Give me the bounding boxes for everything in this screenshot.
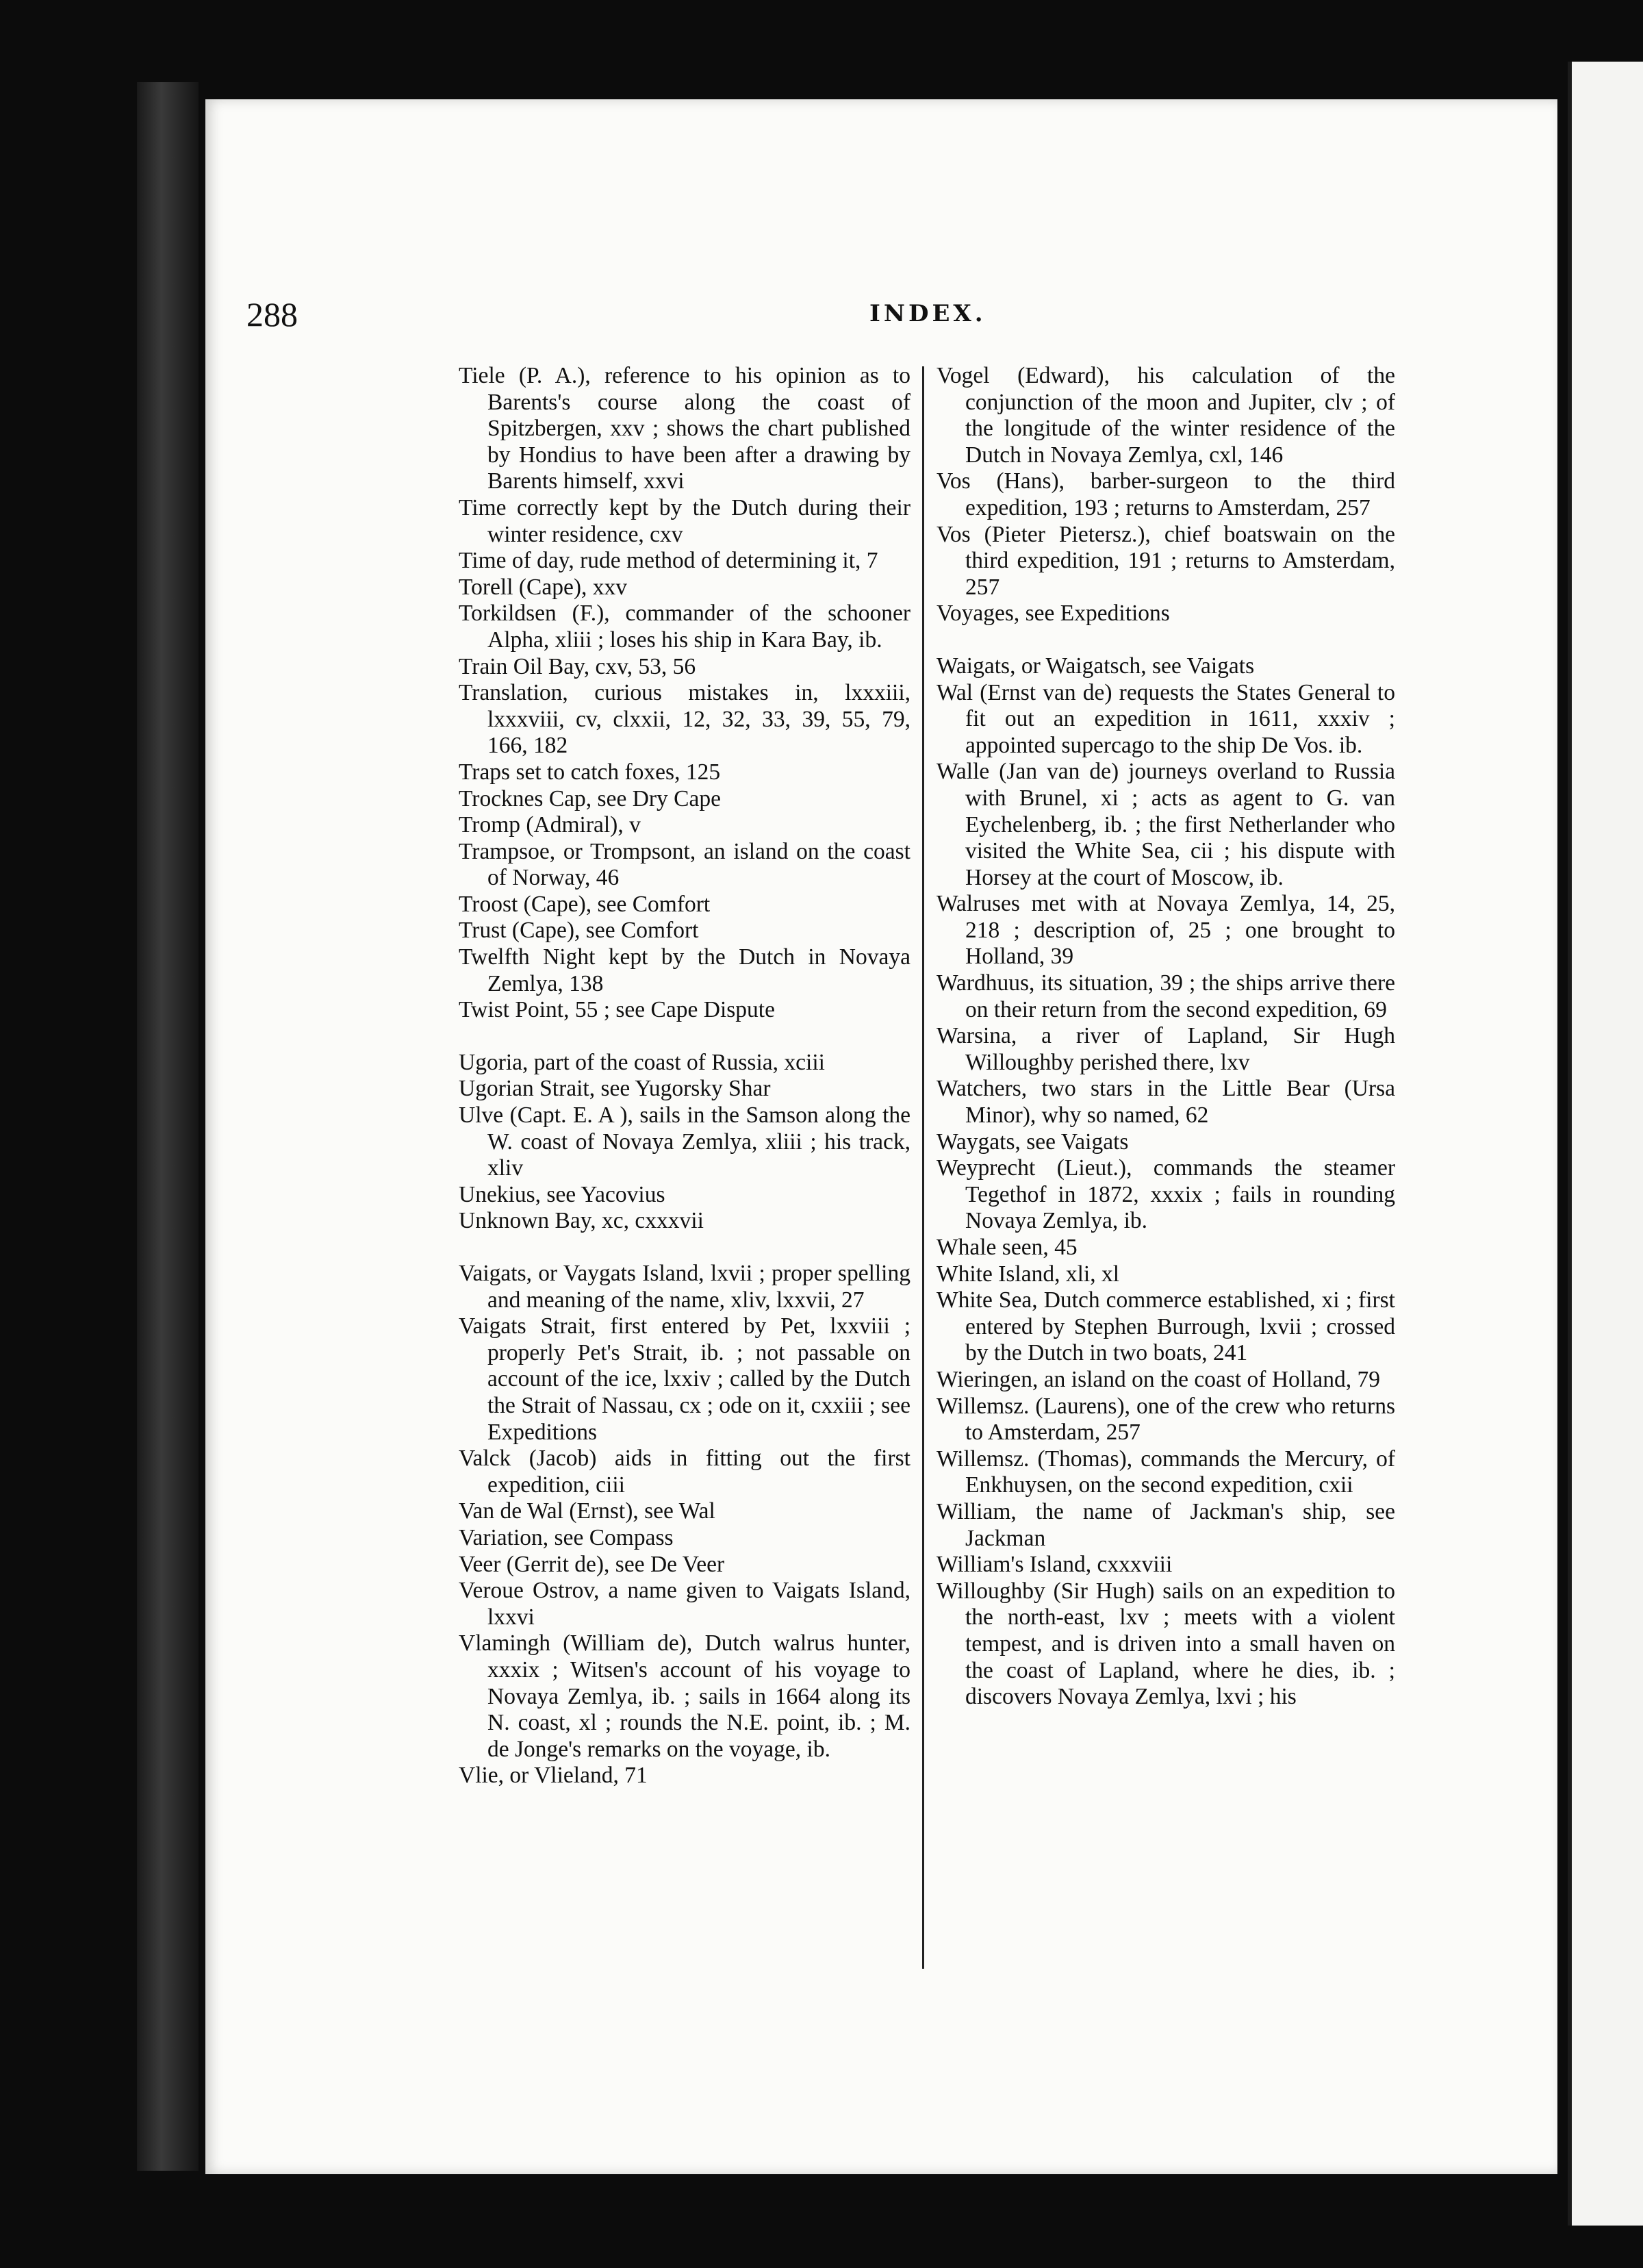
index-entry: Voyages, see Expeditions [937,601,1170,627]
index-entry: Vogel (Edward), his calculation of the conjunction of the moon and Jupiter, clv ; of the longitude of the winter residence of the Dutch in Novaya Zemlya, cxl, 146 [937,363,1395,468]
index-entry: Twelfth Night kept by the Dutch in Novaya Zemlya, 138 [459,944,910,996]
facing-page-edge [1568,62,1643,2226]
index-entry: Vos (Pieter Pietersz.), chief boatswain on the third expedition, 191 ; returns to Amsterdam, 257 [937,521,1395,600]
index-entry: Vlie, or Vlieland, 71 [459,1763,648,1789]
index-entry: Van de Wal (Ernst), see Wal [459,1498,715,1524]
index-entry: Torell (Cape), xxv [459,574,628,600]
index-entry: Valck (Jacob) aids in fitting out the first expedition, ciii [459,1446,910,1498]
index-column-left [459,363,910,1789]
index-entry: Time correctly kept by the Dutch during their winter residence, cxv [459,494,910,547]
section-gap [937,627,1395,653]
index-entry: Vaigats, or Vaygats Island, lxvii ; proper spelling and meaning of the name, xliv, lxxvii, 27 [459,1261,910,1313]
index-entry: Warsina, a river of Lapland, Sir Hugh Willoughby perished there, lxv [937,1023,1395,1075]
index-entry: Willemsz. (Thomas), commands the Mercury, of Enkhuysen, on the second expedition, cxii [937,1446,1395,1498]
index-entry: Wal (Ernst van de) requests the States General to fit out an expedition in 1611, xxxiv ; appointed supercago to the ship De Vos. ib. [937,679,1395,758]
book-spine-shadow [137,82,199,2171]
index-entry: White Island, xli, xl [937,1261,1120,1287]
index-entry: Tromp (Admiral), v [459,812,641,838]
index-entry: Translation, curious mistakes in, lxxxiii, lxxxviii, cv, clxxii, 12, 32, 33, 39, 55, 79, 166, 182 [459,680,910,759]
index-entry: Trocknes Cap, see Dry Cape [459,785,722,811]
index-entry: Veer (Gerrit de), see De Veer [459,1551,725,1577]
index-entry: Traps set to catch foxes, 125 [459,759,721,785]
index-entry: Weyprecht (Lieut.), commands the steamer Tegethof in 1872, xxxix ; fails in rounding Novaya Zemlya, ib. [937,1155,1395,1234]
section-gap [459,1024,910,1050]
index-entry: Unekius, see Yacovius [459,1181,665,1207]
index-entry: Vos (Hans), barber-surgeon to the third expedition, 193 ; returns to Amsterdam, 257 [937,468,1395,520]
index-entry: Wardhuus, its situation, 39 ; the ships arrive there on their return from the second expedition, 69 [937,970,1395,1022]
section-gap [459,1235,910,1261]
index-entry: Ulve (Capt. E. A ), sails in the Samson along the W. coast of Novaya Zemlya, xliii ; his track, xliv [459,1102,910,1181]
index-entry: William, the name of Jackman's ship, see Jackman [937,1498,1395,1551]
index-entry: Waigats, or Waigatsch, see Vaigats [937,653,1255,679]
index-entry: Wieringen, an island on the coast of Holland, 79 [937,1366,1381,1392]
index-entry: Veroue Ostrov, a name given to Vaigats Island, lxxvi [459,1578,910,1630]
index-entry: Train Oil Bay, cxv, 53, 56 [459,653,696,679]
index-entry: Watchers, two stars in the Little Bear (Ursa Minor), why so named, 62 [937,1076,1395,1129]
index-entry: Whale seen, 45 [937,1235,1078,1260]
index-entry: Trust (Cape), see Comfort [459,918,699,944]
index-entry: Vlamingh (William de), Dutch walrus hunter, xxxix ; Witsen's account of his voyage to Novaya Zemlya, ib. ; sails in 1664 along its N. coast, xl ; rounds the N.E. point, ib. ; M. de Jonge's remarks on the voyage, ib. [459,1630,910,1762]
running-head: INDEX. [869,300,986,327]
index-entry: Unknown Bay, xc, cxxxvii [459,1208,704,1234]
index-entry: Troost (Cape), see Comfort [459,891,711,917]
index-entry: Ugoria, part of the coast of Russia, xciii [459,1049,825,1075]
index-entry: Walle (Jan van de) journeys overland to Russia with Brunel, xi ; acts as agent to G. van Eychelenberg, ib. ; the first Netherlander who visited the White Sea, cii ; his dispute with Horsey at the court of Moscow, ib. [937,759,1395,890]
page-header [246,294,1410,342]
index-entry: Vaigats Strait, first entered by Pet, lxxviii ; properly Pet's Strait, ib. ; not passable on account of the ice, lxxiv ; called by the Dutch the Strait of Nassau, cx ; ode on it, cxxiii ; see Expeditions [459,1313,910,1445]
index-entry: Willoughby (Sir Hugh) sails on an expedition to the north-east, lxv ; meets with a violent tempest, and is driven into a small haven on the coast of Lapland, where he dies, ib. ; discovers Novaya Zemlya, lxvi ; his [937,1578,1395,1710]
index-entry: Waygats, see Vaigats [937,1129,1129,1155]
index-entry: Trampsoe, or Trompsont, an island on the coast of Norway, 46 [459,838,910,891]
index-entry: Tiele (P. A.), reference to his opinion as to Barents's course along the coast of Spitzbergen, xxv ; shows the chart published by Hondius to have been after a drawing by Barents himself, xxvi [459,363,910,494]
page-number: 288 [246,295,298,333]
index-column-right [937,363,1395,1711]
index-entry: White Sea, Dutch commerce established, xi ; first entered by Stephen Burrough, lxvii ; crossed by the Dutch in two boats, 241 [937,1287,1395,1366]
index-entry: Walruses met with at Novaya Zemlya, 14, 25, 218 ; description of, 25 ; one brought to Holland, 39 [937,891,1395,970]
index-entry: Time of day, rude method of determining it, 7 [459,548,878,574]
index-entry: Willemsz. (Laurens), one of the crew who returns to Amsterdam, 257 [937,1393,1395,1446]
index-entry: Ugorian Strait, see Yugorsky Shar [459,1076,771,1102]
column-divider [922,366,924,1969]
index-entry: Twist Point, 55 ; see Cape Dispute [459,997,775,1023]
index-entry: Torkildsen (F.), commander of the schooner Alpha, xliii ; loses his ship in Kara Bay, ib. [459,601,910,653]
index-entry: Variation, see Compass [459,1524,674,1550]
index-entry: William's Island, cxxxviii [937,1552,1173,1578]
